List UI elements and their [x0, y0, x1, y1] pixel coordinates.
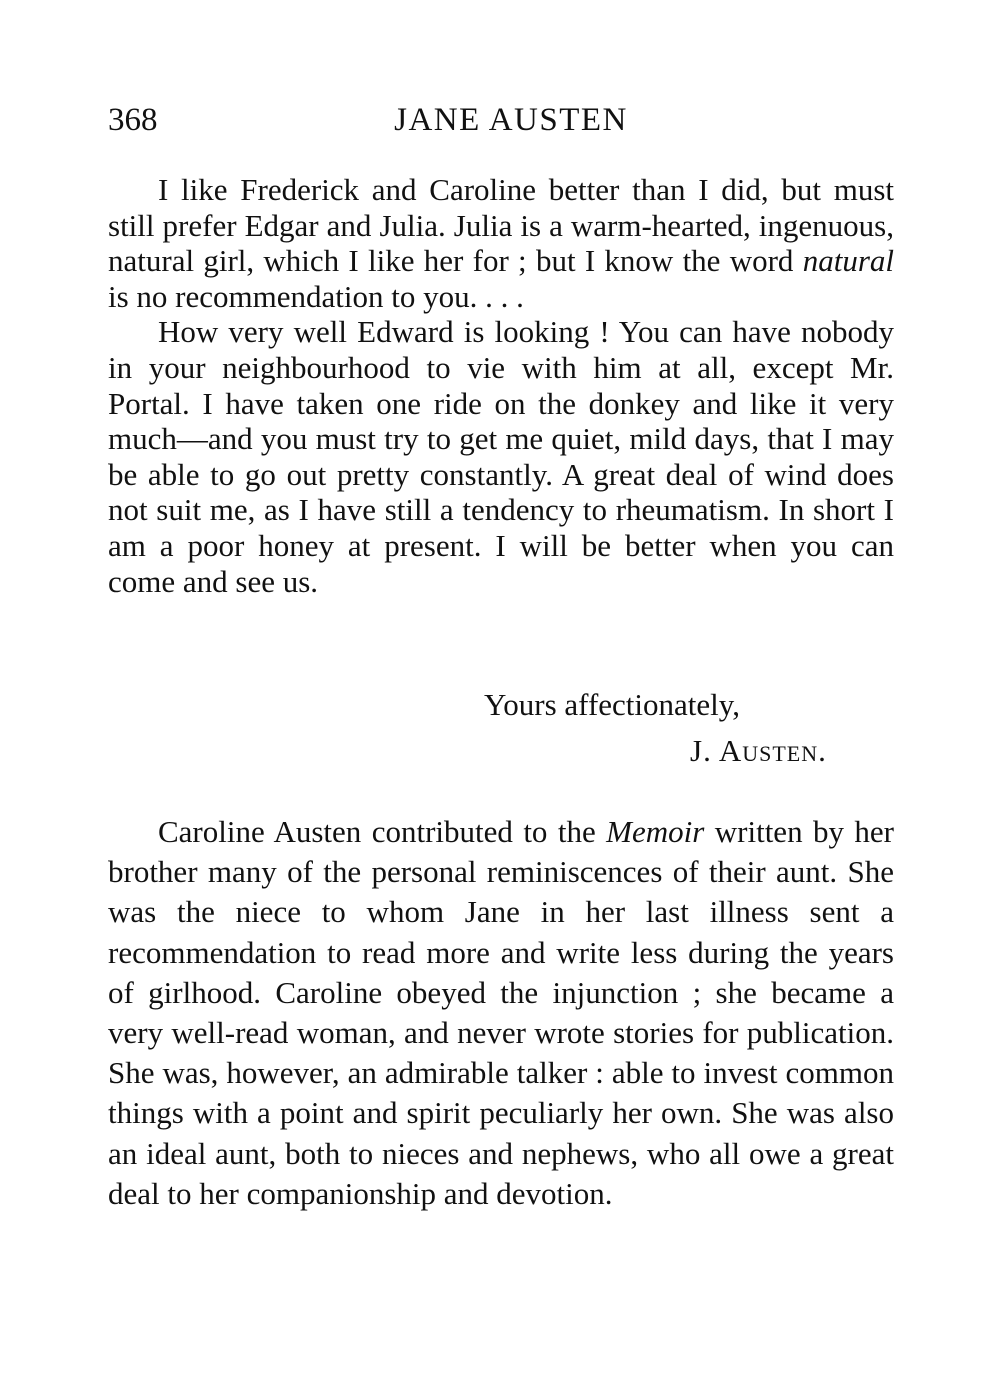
letter-paragraph-1 [108, 172, 894, 314]
valediction: Yours affectionately, [484, 687, 740, 722]
commentary-text-a: Caroline Austen contributed to the [158, 814, 607, 849]
emphasis-memoir: Memoir [606, 814, 705, 849]
letter-body [108, 172, 894, 599]
commentary-paragraph [108, 812, 894, 1214]
signature: J. Austen. [690, 733, 827, 768]
running-head [108, 98, 894, 142]
commentary-text-b: written by her brother many of the personal reminiscences of their aunt. She was the niece to whom Jane in her last illness sent a recommendation to read more and write less during the years of girlhood. Caroline obeyed the injunction ; she became a very well-read woman, and never wrote stories for publication. She was, however, an admirable talker : able to invest common things with a point and spirit peculiarly her own. She was also an ideal aunt, both to nieces and nephews, who all owe a great deal to her companionship and devotion. [108, 814, 895, 1211]
letter-paragraph-1-text-a: I like Frederick and Caroline better than I did, but must still prefer Edgar and Julia. Julia is a warm-hearted, ingenuous, natural girl, which I like her for ; but I know the word [108, 172, 894, 279]
letter-paragraph-2: How very well Edward is looking ! You can have nobody in your neighbourhood to vie with him at all, except Mr. Portal. I have taken one ride on the donkey and like it very much—and you must try to get me quiet, mild days, that I may be able to go out pretty constantly. A great deal of wind does not suit me, as I have still a tendency to rheumatism. In short I am a poor honey at present. I will be better when you can come and see us. [108, 314, 894, 599]
commentary-section [108, 812, 894, 1214]
emphasis-natural: natural [802, 243, 894, 279]
page-number: 368 [108, 102, 158, 138]
letter-paragraph-1-text-b: is no recommendation to you. . . . [108, 278, 524, 314]
running-title: JANE AUSTEN [394, 102, 628, 138]
